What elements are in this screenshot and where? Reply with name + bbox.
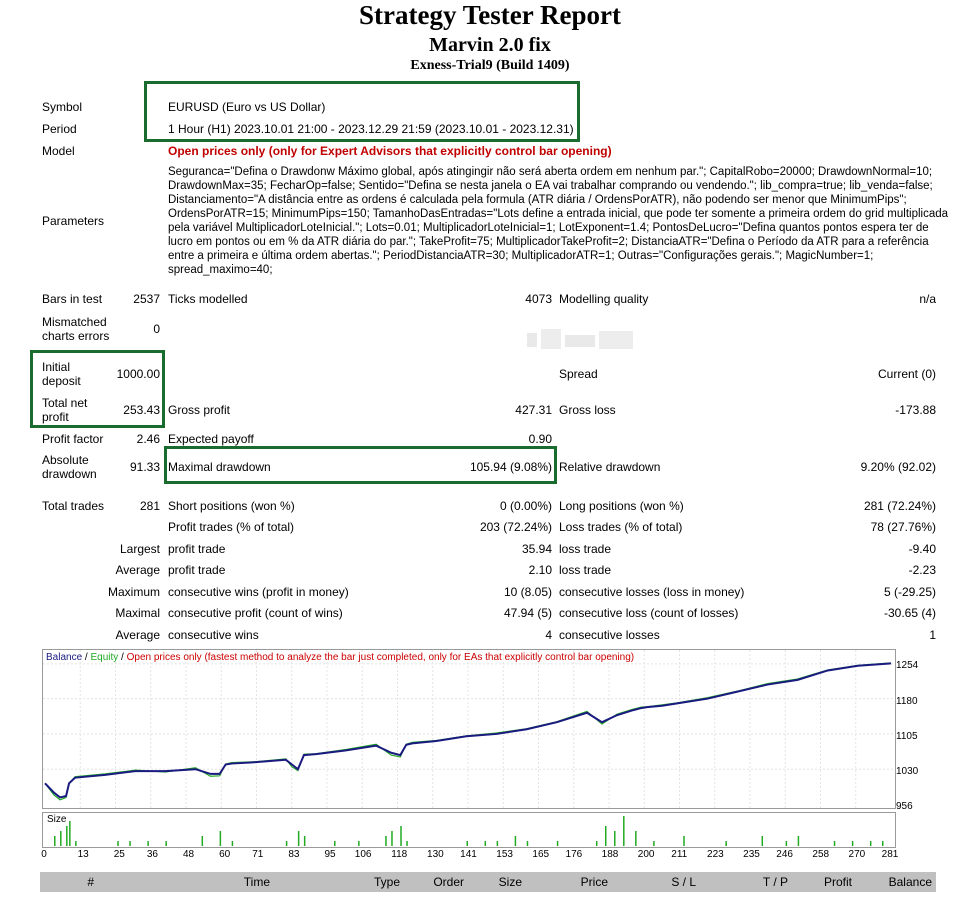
- size-bar: [798, 836, 800, 846]
- detail-label-right: loss trade: [559, 542, 612, 556]
- report-title: Strategy Tester Report: [359, 0, 621, 30]
- highlight-box-symbol: [144, 81, 580, 142]
- detail-value-right: -2.23: [908, 563, 936, 577]
- total-trades-label: Total trades: [42, 499, 105, 513]
- profit-trades-value: 203 (72.24%): [479, 520, 552, 534]
- net-profit-label: Total net profit: [42, 396, 88, 424]
- expected-payoff-value: 0.90: [528, 432, 552, 446]
- x-tick: 281: [881, 849, 899, 860]
- detail-label-left: profit trade: [168, 542, 226, 556]
- account-info: Exness-Trial9 (Build 1409): [410, 58, 570, 73]
- size-bar: [334, 841, 336, 846]
- model-value: Open prices only (only for Expert Advisors that explicitly control bar opening): [168, 144, 612, 158]
- profit-factor-value: 2.46: [136, 432, 160, 446]
- size-bar: [304, 836, 306, 846]
- size-bar: [497, 841, 499, 846]
- spread-label: Spread: [559, 367, 598, 381]
- col-header: Balance: [888, 875, 932, 889]
- watermark-logo: [527, 325, 637, 355]
- x-tick: 95: [324, 849, 336, 860]
- size-bar: [298, 831, 300, 846]
- size-bar: [527, 841, 529, 846]
- detail-value-right: 5 (-29.25): [883, 585, 936, 599]
- size-bar: [400, 826, 402, 846]
- x-tick: 60: [219, 849, 231, 860]
- rel-drawdown-label: Relative drawdown: [559, 460, 661, 474]
- symbol-label: Symbol: [42, 100, 83, 114]
- mismatch-label: Mismatched charts errors: [42, 315, 110, 343]
- col-header: Type: [373, 875, 400, 889]
- x-tick: 141: [460, 849, 477, 860]
- detail-label-left: profit trade: [168, 563, 226, 577]
- col-header: T / P: [762, 875, 788, 889]
- size-chart-svg: [43, 813, 895, 847]
- max-drawdown-label: Maximal drawdown: [168, 460, 271, 474]
- abs-drawdown-value: 91.33: [129, 460, 160, 474]
- ticks-label: Ticks modelled: [168, 292, 248, 306]
- legend-note: Open prices only (fastest method to analyze the bar just completed, only for EAs that explicitly control bar opening): [126, 652, 635, 663]
- highlight-box-drawdown: [164, 446, 557, 484]
- legend-sep: /: [118, 652, 127, 663]
- y-tick: 1180: [896, 696, 918, 707]
- col-header: #: [87, 875, 94, 889]
- size-bar: [147, 841, 149, 846]
- balance-chart: [42, 649, 896, 809]
- size-bar: [683, 836, 685, 846]
- gross-loss-label: Gross loss: [559, 403, 616, 417]
- x-tick: 235: [743, 849, 760, 860]
- size-bar: [391, 831, 393, 846]
- period-value: 1 Hour (H1) 2023.10.01 21:00 - 2023.12.29 21:59 (2023.10.01 - 2023.12.31): [168, 122, 574, 136]
- gross-profit-value: 427.31: [515, 403, 552, 417]
- size-bar: [54, 836, 56, 846]
- detail-label-left: consecutive wins (profit in money): [168, 585, 349, 599]
- total-trades-value: 281: [139, 499, 160, 513]
- short-positions-label: Short positions (won %): [168, 499, 295, 513]
- size-bar: [557, 841, 559, 846]
- size-bar: [635, 831, 637, 846]
- size-bar: [385, 836, 387, 846]
- ticks-value: 4073: [525, 292, 552, 306]
- detail-prefix: Largest: [119, 542, 160, 556]
- net-profit-value: 253.43: [123, 403, 160, 417]
- period-label: Period: [42, 122, 77, 136]
- x-tick: 118: [391, 849, 408, 860]
- detail-prefix: Maximum: [107, 585, 160, 599]
- size-bar: [870, 841, 872, 846]
- detail-prefix: Maximal: [115, 606, 160, 620]
- profit-trades-label: Profit trades (% of total): [168, 520, 295, 534]
- size-bar: [786, 841, 788, 846]
- size-bar: [653, 841, 655, 846]
- size-bar: [69, 821, 71, 846]
- x-tick: 258: [812, 849, 830, 860]
- x-tick: 270: [848, 849, 866, 860]
- mismatch-value: 0: [153, 322, 160, 336]
- size-bar: [614, 831, 616, 846]
- col-header: Time: [243, 875, 270, 889]
- gross-loss-value: -173.88: [895, 403, 936, 417]
- x-tick: 176: [565, 849, 583, 860]
- size-bar: [60, 831, 62, 846]
- size-bar: [75, 841, 77, 846]
- x-tick: 106: [354, 849, 372, 860]
- detail-label-right: consecutive losses: [559, 628, 660, 642]
- legend-equity: Equity: [90, 652, 119, 663]
- abs-drawdown-label: Absolute drawdown: [42, 453, 97, 481]
- y-tick: 1105: [896, 731, 918, 742]
- size-bar: [596, 841, 598, 846]
- deposit-label: Initial deposit: [42, 360, 81, 388]
- x-tick: 71: [252, 849, 264, 860]
- size-chart: [42, 812, 896, 848]
- quality-label: Modelling quality: [559, 292, 649, 306]
- detail-prefix: Average: [115, 563, 160, 577]
- size-bar: [220, 831, 222, 846]
- highlight-box-deposit: [30, 350, 165, 428]
- size-bar: [406, 841, 408, 846]
- size-bar: [202, 836, 204, 846]
- detail-label-right: loss trade: [559, 563, 612, 577]
- max-drawdown-value: 105.94 (9.08%): [469, 460, 552, 474]
- col-header: Profit: [823, 875, 852, 889]
- size-bar: [358, 841, 360, 846]
- size-bar: [485, 841, 487, 846]
- rel-drawdown-value: 9.20% (92.02): [860, 460, 936, 474]
- x-tick: 25: [113, 849, 125, 860]
- profit-factor-label: Profit factor: [42, 432, 104, 446]
- legend-sep: /: [82, 652, 91, 663]
- detail-label-left: consecutive profit (count of wins): [168, 606, 343, 620]
- x-tick: 13: [77, 849, 89, 860]
- size-bar: [762, 836, 764, 846]
- detail-label-right: consecutive loss (count of losses): [559, 606, 739, 620]
- size-bar: [466, 841, 468, 846]
- size-bar: [882, 841, 884, 846]
- x-tick: 153: [496, 849, 513, 860]
- trades-table-header: [40, 872, 936, 892]
- detail-value-left: 2.10: [528, 563, 552, 577]
- detail-value-left: 35.94: [521, 542, 552, 556]
- detail-value-right: 1: [929, 628, 936, 642]
- size-bar: [66, 826, 68, 846]
- long-positions-value: 281 (72.24%): [863, 499, 936, 513]
- detail-value-left: 10 (8.05): [503, 585, 552, 599]
- x-tick: 48: [182, 849, 195, 860]
- size-bar: [605, 826, 607, 846]
- detail-label-right: consecutive losses (loss in money): [559, 585, 745, 599]
- detail-value-right: -30.65 (4): [883, 606, 936, 620]
- y-tick: 956: [896, 801, 913, 812]
- y-tick: 1030: [896, 766, 919, 777]
- x-tick: 36: [146, 849, 158, 860]
- bars-value: 2537: [133, 292, 160, 306]
- short-positions-value: 0 (0.00%): [499, 499, 552, 513]
- parameters-value: Seguranca="Defina o Drawdonw Máximo global, após atingingir não será aberta ordem em nenhum par."; CapitalRobo=20000; DrawdownNormal=10; DrawdownMax=35; FecharOp=false; Sentido="Defina se nesta janela o EA vai trabalhar comprando ou vendendo."; lib_compra=true; lib_venda=false; Distanciamento="A distância entre as ordens é calculada pela formula (ATR diária / OrdensPorATR), não podendo ser menor que MinimumPips"; OrdensPorATR=15; MinimumPips=150; TamanhoDasEntradas="Lots define a entrada inicial, que pode ter somente a primeira ordem do grid multiplicada pela variável MultiplicadorLoteInicial."; Lots=0.01; MultiplicadorLoteInicial=1; LotExponent=1.4; PontosDeLucro="Defina quantos pontos espera ter de lucro em pontos ou em % da ATR diária do par."; TakeProfit=75; MultiplicadorTakeProfit=2; DistanciaATR="Defina o Período da ATR para a referência entre a primeira e última ordem abertas."; PeriodDistanciaATR=30; MultiplicadorATR=1; Outras="Configurações gerais."; MagicNumber=1; spread_maximo=40;: [168, 166, 949, 276]
- model-label: Model: [42, 144, 75, 158]
- parameters-label: Parameters: [42, 214, 105, 228]
- detail-value-right: -9.40: [908, 542, 936, 556]
- legend-balance: Balance: [46, 652, 83, 663]
- symbol-value: EURUSD (Euro vs US Dollar): [168, 100, 326, 114]
- bars-label: Bars in test: [42, 292, 103, 306]
- x-tick: 0: [41, 849, 47, 860]
- detail-value-left: 4: [545, 628, 552, 642]
- spread-value: Current (0): [877, 367, 936, 381]
- y-tick: 1254: [896, 660, 919, 671]
- x-tick: 165: [532, 849, 550, 860]
- size-bar: [834, 841, 836, 846]
- gross-profit-label: Gross profit: [168, 403, 231, 417]
- size-bar: [117, 841, 119, 846]
- detail-prefix: Average: [115, 628, 160, 642]
- chart-legend: [46, 652, 634, 663]
- size-bar: [852, 841, 854, 846]
- x-tick: 246: [776, 849, 793, 860]
- expert-name: Marvin 2.0 fix: [429, 34, 551, 56]
- x-tick: 130: [427, 849, 444, 860]
- size-bar: [286, 841, 288, 846]
- x-tick: 223: [707, 849, 724, 860]
- col-header: Price: [580, 875, 608, 889]
- x-tick: 83: [288, 849, 300, 860]
- long-positions-label: Long positions (won %): [559, 499, 684, 513]
- x-tick: 200: [637, 849, 655, 860]
- size-label: Size: [47, 814, 67, 825]
- loss-trades-label: Loss trades (% of total): [559, 520, 683, 534]
- loss-trades-value: 78 (27.76%): [870, 520, 936, 534]
- size-bar: [232, 841, 234, 846]
- quality-value: n/a: [919, 292, 936, 306]
- size-bar: [623, 816, 625, 846]
- deposit-value: 1000.00: [116, 367, 160, 381]
- col-header: S / L: [671, 875, 696, 889]
- size-bar: [725, 841, 727, 846]
- size-bar: [515, 836, 517, 846]
- size-bar: [165, 841, 167, 846]
- col-header: Size: [498, 875, 522, 889]
- balance-chart-svg: [43, 650, 895, 808]
- x-tick: 211: [671, 849, 688, 860]
- size-bar: [129, 841, 131, 846]
- col-header: Order: [433, 875, 464, 889]
- detail-value-left: 47.94 (5): [503, 606, 552, 620]
- detail-label-left: consecutive wins: [168, 628, 259, 642]
- expected-payoff-label: Expected payoff: [168, 432, 254, 446]
- x-tick: 188: [601, 849, 619, 860]
